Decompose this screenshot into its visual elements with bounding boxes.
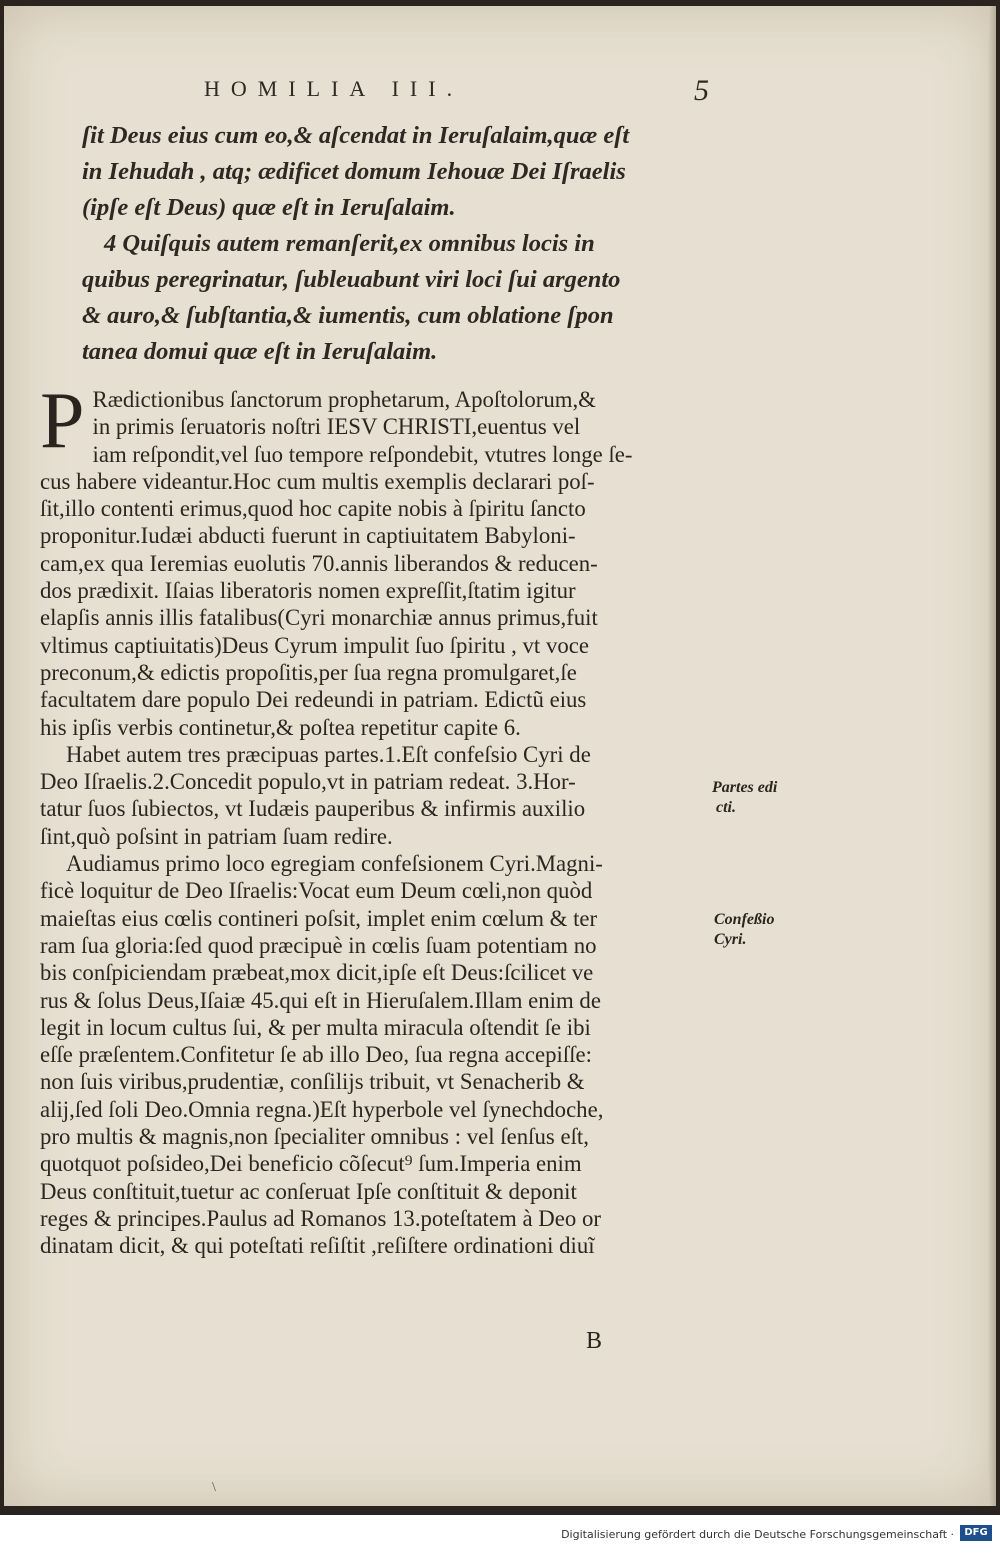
body-line: proponitur.Iudæi abducti fuerunt in captiuitatem Babyloni- [40, 523, 576, 549]
signature-mark: B [586, 1328, 603, 1354]
body-line: Habet autem tres præcipuas partes.1.Eſt confeſsio Cyri de [66, 741, 591, 767]
body-line: maieſtas eius cœlis contineri poſsit, implet enim cœlum & ter [40, 905, 598, 931]
body-line: bis conſpiciendam præbeat,mox dicit,ipſe eſt Deus:ſcilicet ve [40, 960, 594, 986]
dfg-logo-icon: DFG [960, 1525, 992, 1541]
body-line: Deus conſtituit,tuetur ac conſeruat Ipſe conſtituit & deponit [40, 1178, 577, 1204]
verse-line: 4 Quiſquis autem remanſerit,ex omnibus locis in [104, 230, 595, 257]
verse-line: tanea domui quæ eſt in Ieruſalaim. [82, 338, 438, 365]
footer-bar [0, 1515, 1000, 1553]
verse-line: (ipſe eſt Deus) quæ eſt in Ieruſalaim. [82, 194, 456, 221]
body-line: quotquot poſsideo,Dei beneficio cõſecut⁹ ſum.Imperia enim [40, 1151, 582, 1177]
funding-credit: Digitalisierung gefördert durch die Deutsche Forschungsgemeinschaft · [561, 1528, 954, 1541]
scripture-verse-block [82, 118, 702, 370]
body-line: dinatam dicit, & qui poteſtati reſiſtit ,reſiſtere ordinationi diuĩ [40, 1233, 595, 1259]
body-line: eſſe præſentem.Confitetur ſe ab illo Deo, ſua regna accepiſſe: [40, 1042, 592, 1068]
margin-note-partes: Partes edi cti. [712, 779, 778, 816]
margin-note-confessio: Confeßio Cyri. [714, 911, 775, 948]
stray-mark: \ [212, 1480, 216, 1495]
book-page [4, 6, 996, 1506]
body-line: Deo Iſraelis.2.Concedit populo,vt in patriam redeat. 3.Hor- [40, 769, 576, 795]
body-line: cam,ex qua Ieremias euolutis 70.annis liberandos & reducen- [40, 550, 598, 576]
body-line: ſint,quò poſsint in patriam ſuam redire. [40, 823, 393, 849]
body-line: preconum,& edictis propoſitis,per ſua regna promulgaret,ſe [40, 659, 577, 685]
drop-capital: P [40, 377, 85, 465]
body-line: alij,ſed ſoli Deo.Omnia regna.)Eſt hyperbole vel ſynechdoche, [40, 1096, 604, 1122]
homily-body [40, 377, 712, 1260]
body-line: ſit,illo contenti erimus,quod hoc capite nobis à ſpiritu ſancto [40, 496, 586, 522]
page-edge [988, 6, 996, 1506]
body-line: legit in locum cultus ſui, & per multa miracula oſtendit ſe ibi [40, 1014, 591, 1040]
body-line: Audiamus primo loco egregiam confeſsionem Cyri.Magni- [66, 851, 603, 877]
body-line: facultatem dare populo Dei redeundi in patriam. Edictũ eius [40, 687, 587, 713]
body-line: his ipſis verbis continetur,& poſtea repetitur capite 6. [40, 714, 521, 740]
verse-line: quibus peregrinatur, ſubleuabunt viri loci ſui argento [82, 266, 621, 293]
body-line: tatur ſuos ſubiectos, vt Iudæis pauperibus & infirmis auxilio [40, 796, 586, 822]
verse-line: & auro,& ſubſtantia,& iumentis, cum oblatione ſpon [82, 302, 614, 329]
body-line: vltimus captiuitatis)Deus Cyrum impulit ſuo ſpiritu , vt voce [40, 632, 589, 658]
body-line: rus & ſolus Deus,Iſaiæ 45.qui eſt in Hieruſalem.Illam enim de [40, 987, 601, 1013]
body-line: iam reſpondit,vel ſuo tempore reſpondebit, vtutres longe ſe- [92, 441, 633, 467]
body-line: non ſuis viribus,prudentiæ, conſilijs tribuit, vt Senacherib & [40, 1069, 585, 1095]
body-line: dos prædixit. Iſaias liberatoris nomen expreſſit,ſtatim igitur [40, 578, 576, 604]
body-line: ficè loquitur de Deo Iſraelis:Vocat eum Deum cœli,non quòd [40, 878, 593, 904]
page-number: 5 [694, 74, 709, 107]
running-head: HOMILIA III. [204, 76, 464, 101]
body-line: in primis ſeruatoris noſtri IESV CHRISTI,euentus vel [92, 414, 581, 440]
verse-line: ſit Deus eius cum eo,& aſcendat in Ieruſalaim,quæ eſt [82, 122, 630, 149]
body-line: pro multis & magnis,non ſpecialiter omnibus : vel ſenſus eſt, [40, 1124, 589, 1150]
body-line: elapſis annis illis fatalibus(Cyri monarchiæ annus primus,fuit [40, 605, 598, 631]
verse-line: in Iehudah , atq; ædificet domum Iehouæ Dei Iſraelis [82, 158, 626, 185]
body-line: cus habere videantur.Hoc cum multis exemplis declarari poſ- [40, 468, 595, 494]
body-line: ram ſua gloria:ſed quod præcipuè in cœlis ſuam potentiam no [40, 932, 597, 958]
body-line: Rædictionibus ſanctorum prophetarum, Apoſtolorum,& [92, 387, 596, 412]
body-line: reges & principes.Paulus ad Romanos 13.poteſtatem à Deo or [40, 1205, 601, 1231]
